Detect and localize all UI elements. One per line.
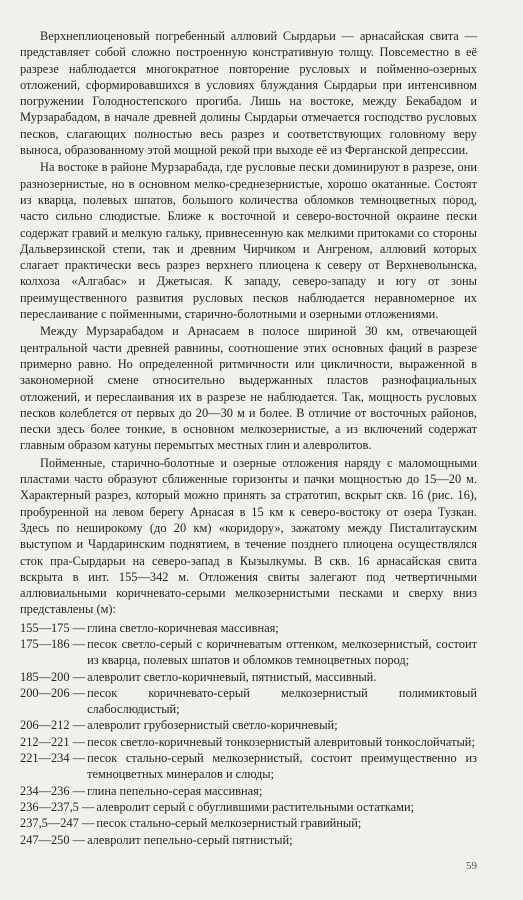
paragraph-3: Между Мурзарабадом и Арнасаем в полосе шириной 30 км, отвечающей центральной части древней равнины, соотношение этих основных фаций в разрезе примерно равно. Но определенной ритмичности или цикличности, выраженной в закономерной смене относительно выдержанных пластов разнофациальных отложений, и переслаивания их в разрезе не наблюдается. Так, мощность русловых песков колеблется от первых до 20—30 м и более. В отличие от восточных районов, пески здесь более тонкие, в основном мелкозернистые, а из включений содержат главным образом катуны перемытых местных глин и алевролитов.: [20, 324, 477, 453]
layer-item: [20, 620, 477, 636]
paragraph-2: На востоке в районе Мурзарабада, где русловые пески доминируют в разрезе, они разнозернистые, но в основном мелко-среднезернистые, хорошо окатанные. Состоят из кварца, полевых шпатов, большого количества обломков темноцветных пород, часто сильно слюдистые. Ближе к восточной и северо-восточной окраине пески содержат гравий и мелкую гальку, привнесенную как мелкими притоками со стороны Дальверзинской степи, так и древним Чирчиком и Ангреном, аллювий которых слагает практически весь разрез верхнего плиоцена к северу от Верхневолынска, колхоза «Алгабас» и Джетысая. К западу, северо-западу и югу от зоны преимущественного развития русловых песков наблюдается неравномерное их переслаивание с пойменными, старично-болотными и озерными отложениями.: [20, 160, 477, 322]
layer-description: песок стально-серый мелкозернистый, состоит преимущественно из темноцветных минералов и слюды;: [87, 751, 477, 782]
layer-depth-range: 206—212 —: [20, 718, 86, 733]
section-layer-list: [20, 620, 477, 848]
layer-description: песок светло-серый с коричневатым оттенком, мелкозернистый, состоит из кварца, полевых шпатов и обломков темноцветных пород;: [87, 636, 477, 668]
layer-description: глина пепельно-серая массивная;: [87, 783, 263, 798]
layer-item: [20, 717, 477, 733]
layer-description: песок стально-серый мелкозернистый гравийный;: [96, 816, 362, 831]
layer-item: [20, 669, 477, 685]
layer-depth-range: 234—236 —: [20, 783, 86, 798]
page-number: 59: [466, 860, 477, 872]
layer-depth-range: 200—206 —: [20, 685, 86, 700]
layer-description: песок коричневато-серый мелкозернистый полимиктовый слабослюдистый;: [87, 685, 477, 717]
layer-depth-range: 155—175 —: [20, 620, 86, 635]
layer-description: алевролит серый с обуглившими растительными остатками;: [96, 799, 415, 814]
layer-item: [20, 783, 477, 799]
layer-depth-range: 221—234 —: [20, 751, 86, 766]
layer-depth-range: 212—221 —: [20, 734, 86, 749]
layer-description: глина светло-коричневая массивная;: [87, 620, 279, 635]
layer-depth-range: 185—200 —: [20, 669, 86, 684]
layer-item: [20, 815, 477, 831]
layer-description: песок светло-коричневый тонкозернистый алевритовый тонкослойчатый;: [87, 734, 475, 749]
layer-description: алевролит пепельно-серый пятнистый;: [87, 832, 293, 847]
paragraph-1: Верхнеплиоценовый погребенный аллювий Сырдарьи — арнасайская свита — представляет собой сложно построенную констративную толщу. Повсеместно в её разрезе наблюдается многократное повторение русловых и пойменно-озерных отложений, сформировавшихся в условиях блуждания Сырдарьи при интенсивном погружении Голодностепского прогиба. Лишь на востоке, между Бекабадом и Мурзарабадом, в начале древней долины Сырдарьи отмечается господство русловых песков, слагающих полностью весь разрез и соответствующих головному веру выноса, образованному этой мощной рекой при выходе её из Ферганской депрессии.: [20, 29, 477, 158]
layer-depth-range: 237,5—247 —: [20, 816, 95, 831]
layer-item: [20, 636, 477, 669]
layer-depth-range: 175—186 —: [20, 636, 86, 651]
body-text: [20, 28, 477, 618]
layer-description: алевролит светло-коричневый, пятнистый, массивный.: [87, 669, 377, 684]
paragraph-4: Пойменные, старично-болотные и озерные отложения наряду с маломощными пластами часто образуют сближенные горизонты и пачки мощностью до 15—20 м. Характерный разрез, который можно принять за стратотип, вскрыт скв. 16 (рис. 16), пробуренной на левом берегу Арнасая в 15 км к северо-востоку от озера Тузкан. Здесь по неширокому (до 20 км) «коридору», зажатому между Писталитауским выступом и Чардаринским поднятием, в течение позднего плиоцена осуществлялся сток пра-Сырдарьи на северо-запад в Кызылкумы. В скв. 16 арнасайская свита вскрыта в инт. 155—342 м. Отложения свиты залегают под четвертичными аллювиальными коричневато-серыми мелкозернистыми песками и сверху вниз представлены (м):: [20, 455, 477, 617]
layer-depth-range: 247—250 —: [20, 832, 86, 847]
layer-item: [20, 685, 477, 718]
layer-item: [20, 799, 477, 815]
layer-item: [20, 750, 477, 783]
layer-item: [20, 734, 477, 750]
layer-depth-range: 236—237,5 —: [20, 799, 95, 814]
layer-item: [20, 832, 477, 848]
layer-description: алевролит грубозернистый светло-коричневый;: [87, 718, 338, 733]
